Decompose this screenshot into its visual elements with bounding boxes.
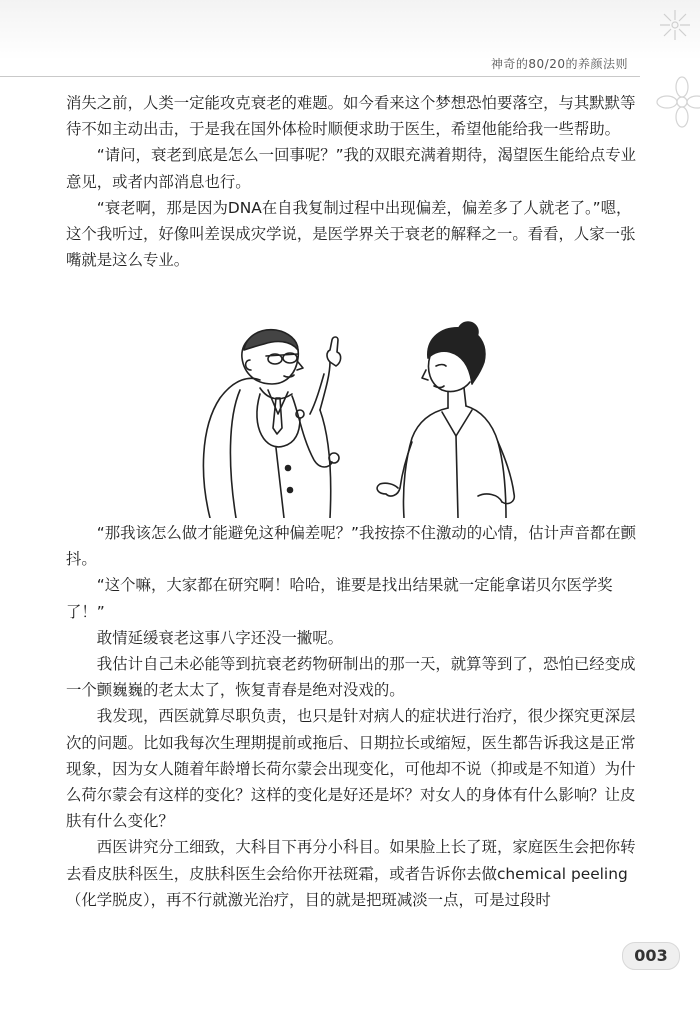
paragraph: “衰老啊，那是因为DNA在自我复制过程中出现偏差，偏差多了人就老了。”嗯，这个我听过，好像叫差误成灾学说，是医学界关于衰老的解释之一。看看，人家一张嘴就是这么专业。 [66, 198, 636, 270]
header-divider [0, 76, 640, 77]
woman-figure [377, 322, 514, 518]
flower-icon [652, 72, 700, 142]
body-text-top [66, 90, 646, 273]
paragraph: “那我该怎么做才能避免这种偏差呢？”我按捺不住激动的心情，估计声音都在颤抖。 [66, 524, 637, 569]
doctor-and-woman-illustration [180, 318, 520, 518]
paragraph: “这个嘛，大家都在研究啊！哈哈，谁要是找出结果就一定能拿诺贝尔医学奖了！” [66, 576, 613, 621]
page-number: 003 [622, 942, 680, 970]
paragraph: 消失之前，人类一定能攻克衰老的难题。如今看来这个梦想恐怕要落空，与其默默等待不如主动出击，于是我在国外体检时顺便求助于医生，希望他能给我一些帮助。 [66, 94, 636, 139]
running-title: 神奇的80/20的养颜法则 [490, 57, 628, 71]
paragraph: 西医讲究分工细致，大科目下再分小科目。如果脸上长了斑，家庭医生会把你转去看皮肤科医生，皮肤科医生会给你开祛斑霜，或者告诉你去做chemical peeling（化学脱皮），再不行就激光治疗，目的就是把斑减淡一点，可是过段时 [66, 838, 636, 909]
paragraph: 我估计自己未必能等到抗衰老药物研制出的那一天，就算等到了，恐怕已经变成一个颤巍巍的老太太了，恢复青春是绝对没戏的。 [66, 655, 636, 700]
paragraph: “请问，衰老到底是怎么一回事呢？”我的双眼充满着期待，渴望医生能给点专业意见，或者内部消息也行。 [66, 146, 637, 191]
body-text-bottom [66, 520, 646, 913]
doctor-figure [203, 330, 340, 518]
paragraph: 我发现，西医就算尽职负责，也只是针对病人的症状进行治疗，很少探究更深层次的问题。比如我每次生理期提前或拖后、日期拉长或缩短，医生都告诉我这是正常现象，因为女人随着年龄增长荷尔蒙会出现变化，可他却不说（抑或是不知道）为什么荷尔蒙会有这样的变化？这样的变化是好还是坏？对女人的身体有什么影响？让皮肤有什么变化？ [66, 707, 636, 831]
paragraph: 敢情延缓衰老这事八字还没一撇呢。 [96, 628, 344, 647]
header-decoration-band [0, 0, 700, 60]
flower-icon [658, 8, 692, 42]
